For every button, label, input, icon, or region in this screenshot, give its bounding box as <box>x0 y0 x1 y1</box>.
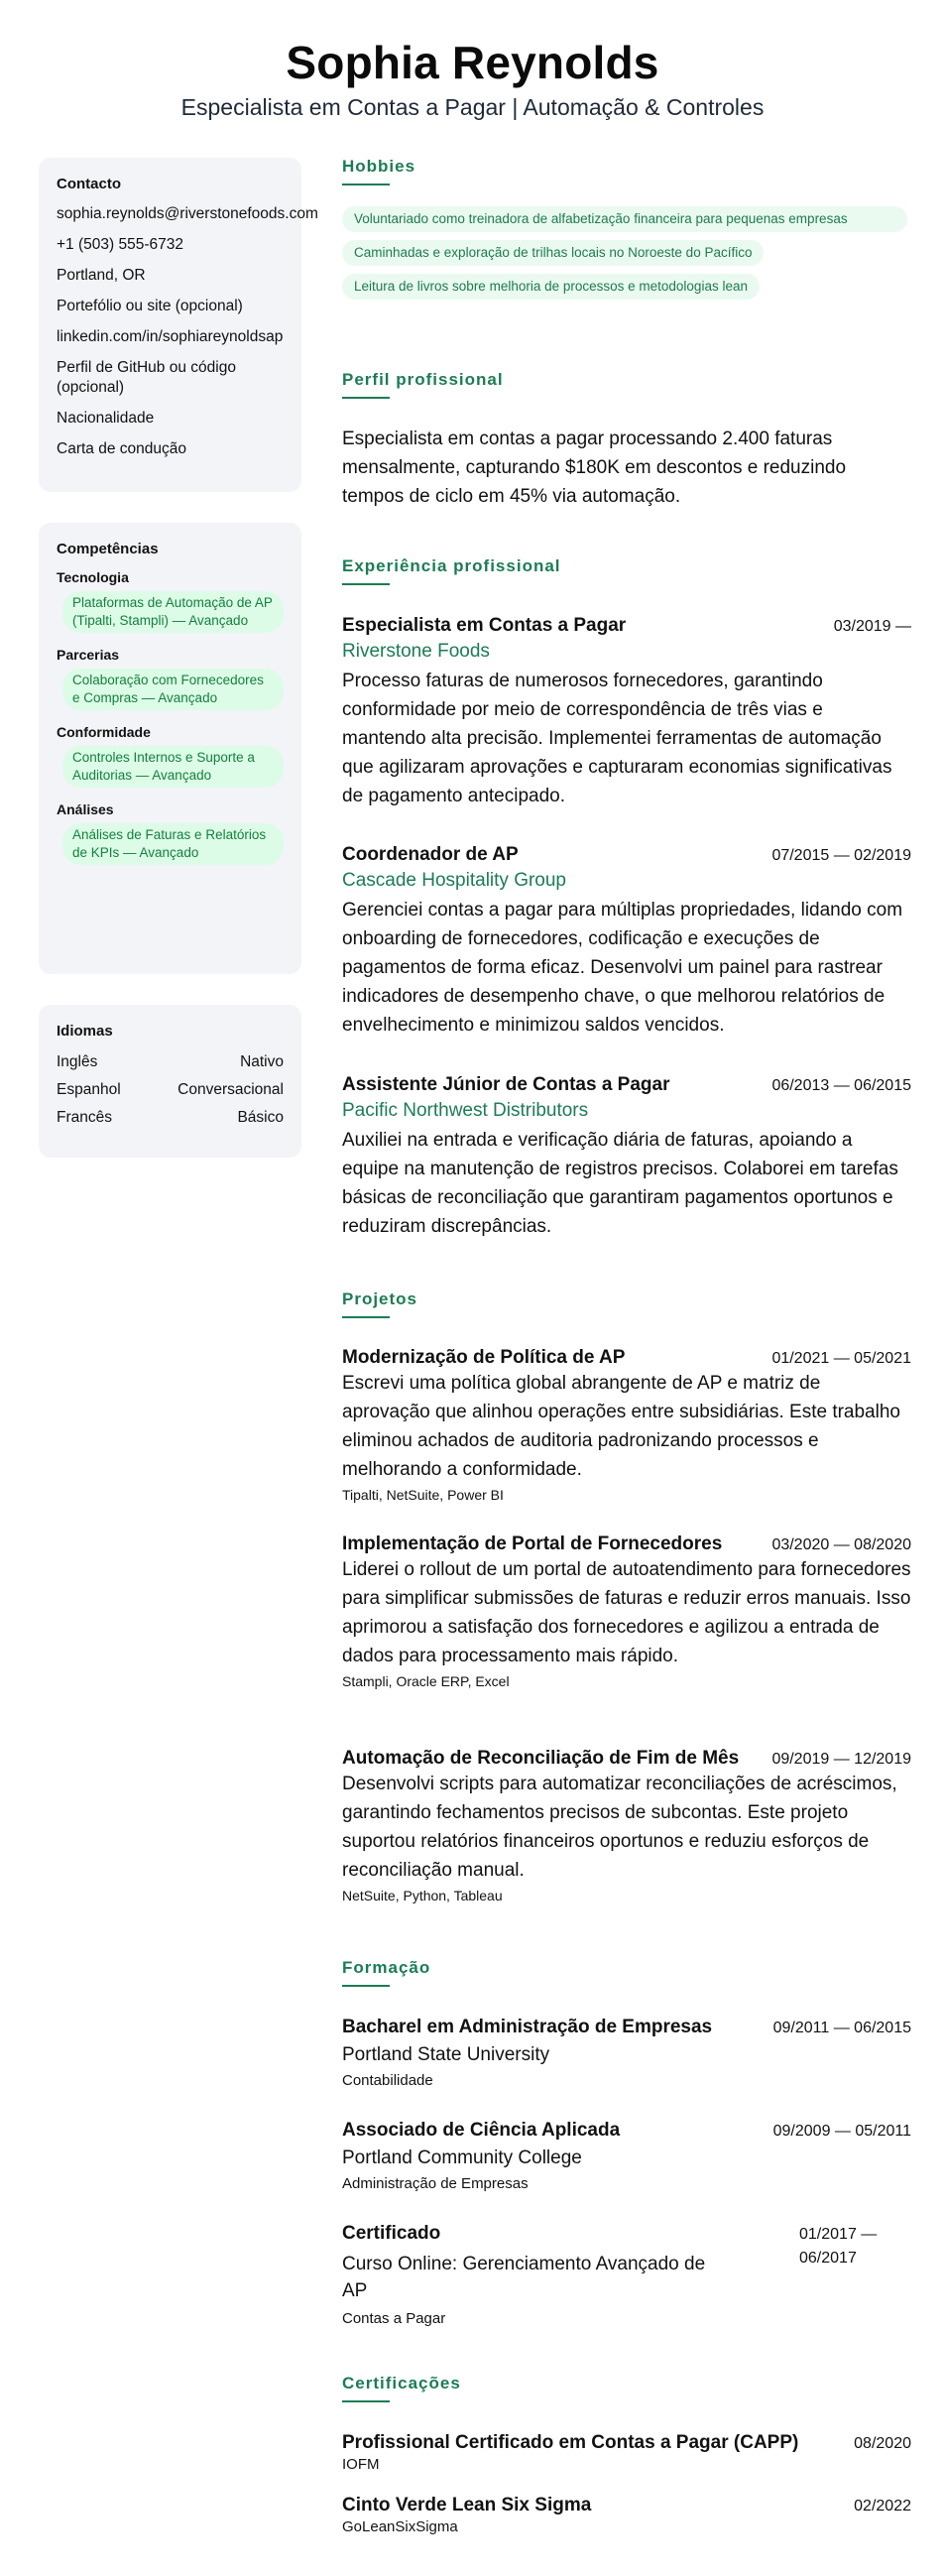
languages-card <box>39 1005 301 1158</box>
field-of-study: Contas a Pagar <box>342 2310 446 2327</box>
skill-group <box>57 801 284 865</box>
certification-name: Cinto Verde Lean Six Sigma <box>342 2495 592 2515</box>
degree-name: Certificado <box>342 2223 441 2244</box>
project-item <box>342 1748 911 1903</box>
job-description: Auxiliei na entrada e verificação diária de faturas, apoiando a equipe na manutenção de registros precisos. Colaborei em tarefas básicas de reconciliação que garantiram pagamentos oportunos e reduziram discrepâncias. <box>342 1130 898 1237</box>
section-divider <box>342 1316 390 1318</box>
skills-title: Competências <box>57 541 159 557</box>
certification-issuer: GoLeanSixSigma <box>342 2518 458 2535</box>
project-tech: Stampli, Oracle ERP, Excel <box>342 1673 510 1689</box>
education-item <box>342 2120 911 2192</box>
project-dates: 03/2020 — 08/2020 <box>771 1536 911 1553</box>
skill-pill: Colaboração com Fornecedores e Compras — Avançado <box>62 669 284 710</box>
skill-group <box>57 647 284 710</box>
skills-card <box>39 523 301 974</box>
skill-category: Tecnologia <box>57 569 129 585</box>
section-divider <box>342 1985 390 1987</box>
language-name: Espanhol <box>57 1081 121 1098</box>
skill-group <box>57 724 284 788</box>
project-name: Modernização de Política de AP <box>342 1347 626 1368</box>
contact-title: Contacto <box>57 176 121 192</box>
certification-item <box>342 2495 911 2535</box>
project-description: Desenvolvi scripts para automatizar reconciliações de acréscimos, garantindo fechamentos precisos de subcontas. Este projeto suportou relatórios financeiros oportunos e reduziu esforços de reconciliação manual. <box>342 1774 897 1881</box>
certification-date: 08/2020 <box>854 2435 911 2452</box>
hobby-pill: Voluntariado como treinadora de alfabetização financeira para pequenas empresas <box>342 206 907 232</box>
language-level: Nativo <box>240 1053 284 1070</box>
skill-category: Conformidade <box>57 724 151 740</box>
contact-email[interactable]: sophia.reynolds@riverstonefoods.com <box>57 205 318 222</box>
contact-license: Carta de condução <box>57 440 186 457</box>
language-name: Francês <box>57 1109 112 1126</box>
section-divider <box>342 184 390 185</box>
skill-group <box>57 569 284 633</box>
language-row <box>57 1109 284 1127</box>
school-name: Portland State University <box>342 2044 550 2065</box>
company-name: Pacific Northwest Distributors <box>342 1100 589 1121</box>
language-name: Inglês <box>57 1053 98 1070</box>
project-name: Implementação de Portal de Fornecedores <box>342 1533 723 1554</box>
job-title: Coordenador de AP <box>342 844 519 865</box>
skill-pill: Análises de Faturas e Relatórios de KPIs — Avançado <box>62 823 284 865</box>
skill-category: Análises <box>57 801 114 817</box>
experience-item <box>342 615 911 810</box>
school-name: Curso Online: Gerenciamento Avançado de AP <box>342 2254 706 2301</box>
education-dates: 09/2011 — 06/2015 <box>772 2020 911 2036</box>
project-dates: 09/2019 — 12/2019 <box>771 1751 911 1768</box>
education-title: Formação <box>342 1958 431 1977</box>
project-item <box>342 1347 911 1503</box>
project-description: Liderei o rollout de um portal de autoatendimento para fornecedores para simplificar submissões de faturas e reduzir erros manuais. Isso aprimorou a satisfação dos fornecedores e agilizou a entrada de dados para processamento mais rápido. <box>342 1559 911 1666</box>
skill-category: Parcerias <box>57 647 120 663</box>
job-dates: 07/2015 — 02/2019 <box>771 847 911 864</box>
school-name: Portland Community College <box>342 2147 582 2168</box>
degree-name: Associado de Ciência Aplicada <box>342 2120 621 2141</box>
skill-pill: Plataformas de Automação de AP (Tipalti, Stampli) — Avançado <box>62 591 284 633</box>
hobbies-list <box>342 206 911 300</box>
education-item <box>342 2223 911 2327</box>
contact-card <box>39 158 318 492</box>
degree-name: Bacharel em Administração de Empresas <box>342 2017 713 2037</box>
language-row <box>57 1081 284 1099</box>
project-item <box>342 1533 911 1689</box>
education-dates: 01/2017 — 06/2017 <box>799 2226 878 2267</box>
certifications-title: Certificações <box>342 2374 461 2392</box>
candidate-name: Sophia Reynolds <box>286 37 659 88</box>
experience-item <box>342 844 911 1040</box>
education-item <box>342 2017 911 2089</box>
job-dates: 03/2019 — <box>833 618 911 635</box>
language-level: Básico <box>237 1109 284 1126</box>
language-row <box>57 1053 284 1071</box>
section-divider <box>342 583 390 585</box>
profile-title: Perfil profissional <box>342 370 504 389</box>
job-dates: 06/2013 — 06/2015 <box>771 1077 911 1094</box>
hobby-pill: Leitura de livros sobre melhoria de processos e metodologias lean <box>342 274 760 300</box>
contact-nationality: Nacionalidade <box>57 410 155 427</box>
project-tech: NetSuite, Python, Tableau <box>342 1888 503 1903</box>
experience-item <box>342 1074 911 1241</box>
project-description: Escrevi uma política global abrangente de AP e matriz de aprovação que alinhou operações entre subsidiárias. Este trabalho eliminou achados de auditoria padronizando processos e melhorando a conformidade. <box>342 1373 900 1480</box>
certification-item <box>342 2432 911 2473</box>
skill-pill: Controles Internos e Suporte a Auditorias — Avançado <box>62 746 284 788</box>
contact-linkedin[interactable]: linkedin.com/in/sophiareynoldsap <box>57 328 284 345</box>
certification-date: 02/2022 <box>854 2498 911 2515</box>
field-of-study: Contabilidade <box>342 2072 433 2089</box>
contact-location: Portland, OR <box>57 267 146 284</box>
project-dates: 01/2021 — 05/2021 <box>771 1350 911 1367</box>
project-name: Automação de Reconciliação de Fim de Mês <box>342 1748 740 1769</box>
project-tech: Tipalti, NetSuite, Power BI <box>342 1487 504 1503</box>
projects-title: Projetos <box>342 1289 418 1308</box>
contact-phone[interactable]: +1 (503) 555-6732 <box>57 236 183 253</box>
experience-title: Experiência profissional <box>342 556 561 575</box>
resume-header <box>0 34 945 121</box>
contact-portfolio[interactable]: Portefólio ou site (opcional) <box>57 298 243 314</box>
profile-summary: Especialista em contas a pagar processando 2.400 faturas mensalmente, capturando $180K em descontos e reduzindo tempos de ciclo em 45% via automação. <box>342 429 847 507</box>
job-title: Especialista em Contas a Pagar <box>342 615 627 636</box>
languages-title: Idiomas <box>57 1023 113 1040</box>
contact-github[interactable]: Perfil de GitHub ou código (opcional) <box>57 359 236 396</box>
job-title: Assistente Júnior de Contas a Pagar <box>342 1074 670 1095</box>
field-of-study: Administração de Empresas <box>342 2175 529 2192</box>
job-description: Processo faturas de numerosos fornecedores, garantindo conformidade por meio de correspondência de três vias e mantendo alta precisão. Implementei ferramentas de automação que agilizaram aprovações e capturaram economias significativas de pagamento antecipado. <box>342 671 892 806</box>
hobby-pill: Caminhadas e exploração de trilhas locais no Noroeste do Pacífico <box>342 240 764 266</box>
section-divider <box>342 2400 390 2402</box>
hobbies-title: Hobbies <box>342 157 416 176</box>
certification-issuer: IOFM <box>342 2456 380 2473</box>
company-name: Riverstone Foods <box>342 641 490 662</box>
company-name: Cascade Hospitality Group <box>342 870 566 891</box>
education-dates: 09/2009 — 05/2011 <box>772 2123 911 2140</box>
certification-name: Profissional Certificado em Contas a Pagar (CAPP) <box>342 2432 799 2453</box>
job-description: Gerenciei contas a pagar para múltiplas propriedades, lidando com onboarding de fornecedores, codificação e execuções de pagamentos de forma eficaz. Desenvolvi um painel para rastrear indicadores de desempenho chave, o que melhorou relatórios de envelhecimento e minimizou saldos vencidos. <box>342 900 903 1036</box>
language-level: Conversacional <box>177 1081 284 1098</box>
candidate-headline: Especialista em Contas a Pagar | Automação & Controles <box>180 94 765 120</box>
section-divider <box>342 397 390 399</box>
